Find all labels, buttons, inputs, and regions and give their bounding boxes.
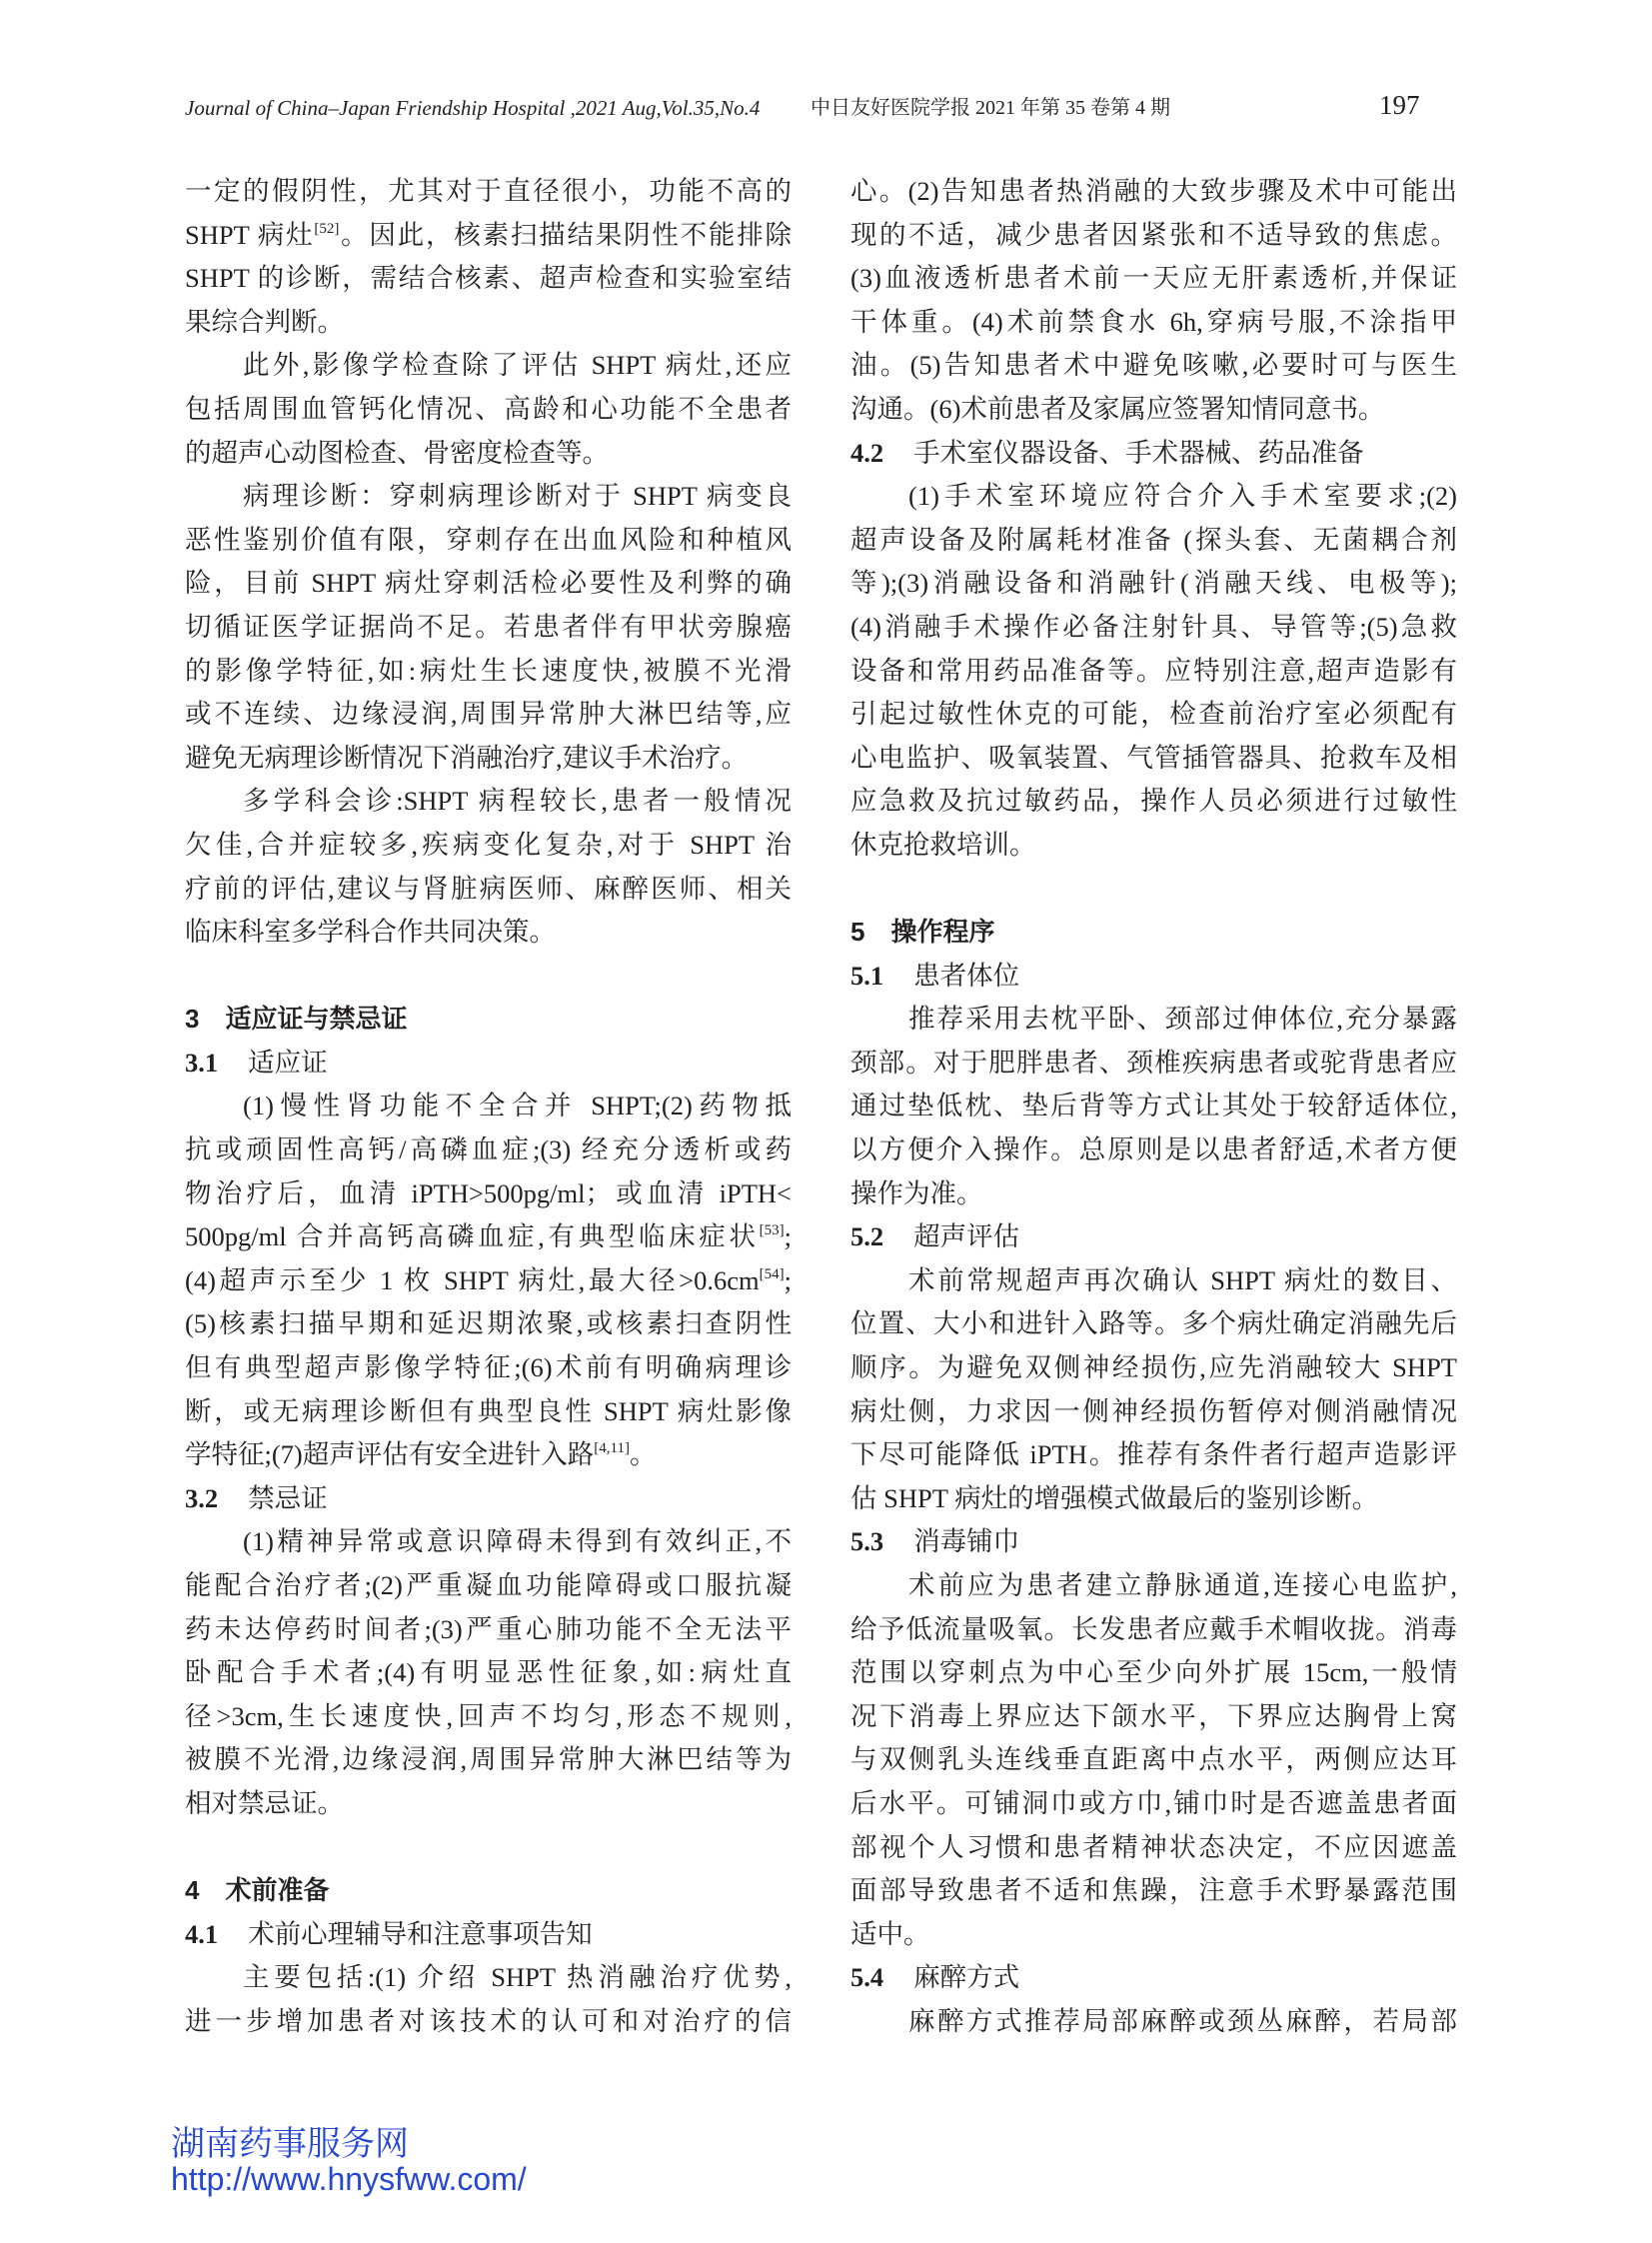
watermark-site-name: 湖南药事服务网	[171, 2125, 409, 2163]
heading-title: 术前心理辅导和注意事项告知	[248, 1918, 593, 1949]
text-line: 术前应为患者建立静脉通道,连接心电监护,	[908, 1570, 1457, 1600]
text-line: 主要包括:(1) 介绍 SHPT 热消融治疗优势,	[243, 1962, 792, 1993]
text-line: 果综合判断。	[185, 306, 344, 337]
text-line	[185, 1259, 792, 1303]
text-line: 但有典型超声影像学特征;(6)术前有明确病理诊	[185, 1352, 792, 1383]
text-line: 能配合治疗者;(2)严重凝血功能障碍或口服抗凝	[185, 1570, 792, 1600]
section-heading	[185, 1869, 792, 1913]
text-line: 药未达停药时间者;(3)严重心肺功能不全无法平	[185, 1613, 792, 1644]
text-line: 恶性鉴别价值有限，穿刺存在出血风险和种植风	[185, 524, 792, 555]
heading-number: 5.1	[850, 960, 884, 991]
heading-title: 手术室仪器设备、手术器械、药品准备	[913, 437, 1364, 468]
text-line: 抗或顽固性高钙/高磷血症;(3) 经充分透析或药	[185, 1134, 792, 1165]
text-line	[185, 1215, 792, 1259]
text-line: 以方便介入操作。总原则是以患者舒适,术者方便	[850, 1134, 1457, 1165]
heading-number: 4	[185, 1875, 200, 1906]
heading-title: 禁忌证	[248, 1482, 328, 1513]
text-line: 疗前的评估,建议与肾脏病医师、麻醉医师、相关	[185, 873, 792, 904]
text-line: 下尽可能降低 iPTH。推荐有条件者行超声造影评	[850, 1439, 1457, 1470]
text-line: 面部导致患者不适和焦躁，注意手术野暴露范围	[850, 1875, 1457, 1906]
text-line: 超声设备及附属耗材准备 (探头套、无菌耦合剂	[850, 524, 1457, 555]
heading-title: 术前准备	[225, 1875, 330, 1906]
heading-title: 消毒铺巾	[913, 1526, 1020, 1557]
text-line: 的影像学特征,如:病灶生长速度快,被膜不光滑	[185, 655, 792, 686]
text-line: 后水平。可铺洞巾或方巾,铺巾时是否遮盖患者面	[850, 1787, 1457, 1818]
text-line: 顺序。为避免双侧神经损伤,应先消融较大 SHPT	[850, 1352, 1457, 1383]
subsection-heading	[850, 955, 1457, 999]
text-line: 与双侧乳头连线垂直距离中点水平，两侧应达耳	[850, 1744, 1457, 1775]
subsection-heading	[850, 1956, 1457, 2000]
heading-title: 操作程序	[890, 917, 995, 948]
text-line: (3)血液透析患者术前一天应无肝素透析,并保证	[850, 263, 1457, 294]
text-line: 等);(3)消融设备和消融针(消融天线、电极等);	[850, 568, 1457, 599]
subsection-heading	[850, 432, 1457, 476]
text-line: 被膜不光滑,边缘浸润,周围异常肿大淋巴结等为	[185, 1744, 792, 1775]
text-segment: 500pg/ml 合并高钙高磷血症,有典型临床症状	[185, 1221, 760, 1252]
text-line: 避免无病理诊断情况下消融治疗,建议手术治疗。	[185, 742, 749, 773]
text-line: 干体重。(4)术前禁食水 6h,穿病号服,不涂指甲	[850, 306, 1457, 337]
text-line: 推荐采用去枕平卧、颈部过伸体位,充分暴露	[908, 1004, 1457, 1035]
text-line: 进一步增加患者对该技术的认可和对治疗的信	[185, 2005, 792, 2036]
citation-superscript: [52]	[314, 220, 340, 237]
text-line: 的超声心动图检查、骨密度检查等。	[185, 437, 609, 468]
text-line: 适中。	[850, 1918, 930, 1949]
text-line: 一定的假阴性，尤其对于直径很小，功能不高的	[185, 176, 792, 206]
page-number: 197	[1379, 90, 1420, 120]
heading-number: 4.1	[185, 1918, 219, 1949]
text-line: 相对禁忌证。	[185, 1787, 344, 1818]
heading-title: 超声评估	[913, 1221, 1020, 1252]
blank-line	[185, 955, 792, 999]
text-line: 包括周围血管钙化情况、高龄和心功能不全患者	[185, 393, 792, 424]
text-line: 麻醉方式推荐局部麻醉或颈丛麻醉，若局部	[908, 2005, 1457, 2036]
text-segment: SHPT 病灶	[185, 219, 315, 250]
text-line: 给予低流量吸氧。长发患者应戴手术帽收拢。消毒	[850, 1613, 1457, 1644]
text-line: 应急救及抗过敏药品，操作人员必须进行过敏性	[850, 786, 1457, 817]
text-line: 径>3cm,生长速度快,回声不均匀,形态不规则,	[185, 1700, 792, 1731]
text-segment: (4)超声示至少 1 枚 SHPT 病灶,最大径>0.6cm	[185, 1264, 760, 1295]
subsection-heading	[850, 1520, 1457, 1564]
text-line: 或不连续、边缘浸润,周围异常肿大淋巴结等,应	[185, 699, 792, 730]
text-line: 术前常规超声再次确认 SHPT 病灶的数目、	[908, 1264, 1457, 1295]
text-segment: 学特征;(7)超声评估有安全进针入路	[185, 1439, 595, 1470]
text-line: 部视个人习惯和患者精神状态决定，不应因遮盖	[850, 1831, 1457, 1862]
text-line: 油。(5)告知患者术中避免咳嗽,必要时可与医生	[850, 350, 1457, 381]
text-line: 估 SHPT 病灶的增强模式做最后的鉴别诊断。	[850, 1482, 1379, 1513]
left-column	[185, 170, 792, 2044]
text-line: (1)手术室环境应符合介入手术室要求;(2)	[908, 481, 1457, 512]
heading-number: 5.3	[850, 1526, 884, 1557]
text-line: 休克抢救培训。	[850, 829, 1036, 860]
text-line: 设备和常用药品准备等。应特别注意,超声造影有	[850, 655, 1457, 686]
heading-title: 患者体位	[913, 960, 1020, 991]
text-line	[185, 1433, 792, 1477]
text-line	[185, 214, 792, 258]
text-line: 沟通。(6)术前患者及家属应签署知情同意书。	[850, 393, 1385, 424]
text-segment: ;	[784, 1221, 792, 1252]
text-line: 颈部。对于肥胖患者、颈椎疾病患者或驼背患者应	[850, 1047, 1457, 1078]
watermark-url: http://www.hnysfww.com/	[171, 2161, 527, 2197]
text-line: 位置、大小和进针入路等。多个病灶确定消融先后	[850, 1308, 1457, 1339]
right-column	[850, 170, 1457, 2044]
text-line: 现的不适，减少患者因紧张和不适导致的焦虑。	[850, 219, 1457, 250]
heading-number: 3.2	[185, 1482, 219, 1513]
citation-superscript: [4,11]	[594, 1440, 630, 1457]
heading-title: 适应证	[248, 1047, 328, 1078]
text-line: 切循证医学证据尚不足。若患者伴有甲状旁腺癌	[185, 611, 792, 642]
subsection-heading	[185, 1042, 792, 1086]
text-segment: ;	[784, 1264, 792, 1295]
section-heading	[850, 911, 1457, 955]
text-line: 卧配合手术者;(4)有明显恶性征象,如:病灶直	[185, 1657, 792, 1688]
heading-title: 适应证与禁忌证	[225, 1004, 408, 1035]
text-segment: 。	[629, 1439, 657, 1470]
heading-number: 5.4	[850, 1962, 884, 1993]
text-line: 此外,影像学检查除了评估 SHPT 病灶,还应	[243, 350, 792, 381]
subsection-heading	[185, 1913, 792, 1957]
text-line: 多学科会诊:SHPT 病程较长,患者一般情况	[243, 786, 792, 817]
citation-superscript: [53]	[759, 1222, 785, 1239]
text-line: 断，或无病理诊断但有典型良性 SHPT 病灶影像	[185, 1395, 792, 1426]
text-line: 病灶侧，力求因一侧神经损伤暂停对侧消融情况	[850, 1395, 1457, 1426]
running-header-chinese: 中日友好医院学报 2021 年第 35 卷第 4 期	[811, 97, 1170, 119]
blank-line	[850, 868, 1457, 912]
text-line: 况下消毒上界应达下颌水平，下界应达胸骨上窝	[850, 1700, 1457, 1731]
text-line: 心。(2)告知患者热消融的大致步骤及术中可能出	[850, 176, 1457, 206]
subsection-heading	[185, 1477, 792, 1521]
text-line: (1)精神异常或意识障碍未得到有效纠正,不	[243, 1526, 792, 1557]
text-line: (5)核素扫描早期和延迟期浓聚,或核素扫查阴性	[185, 1308, 792, 1339]
heading-title: 麻醉方式	[913, 1962, 1020, 1993]
text-line: (1)慢性肾功能不全合并 SHPT;(2)药物抵	[243, 1091, 792, 1122]
text-line: 操作为准。	[850, 1177, 983, 1208]
text-line: 物治疗后，血清 iPTH>500pg/ml；或血清 iPTH<	[185, 1177, 792, 1208]
text-line: 心电监护、吸氧装置、气管插管器具、抢救车及相	[850, 742, 1457, 773]
section-heading	[185, 998, 792, 1042]
text-line: 险，目前 SHPT 病灶穿刺活检必要性及利弊的确	[185, 568, 792, 599]
heading-number: 5	[850, 917, 865, 948]
text-line: 引起过敏性休克的可能，检查前治疗室必须配有	[850, 699, 1457, 730]
subsection-heading	[850, 1215, 1457, 1259]
heading-number: 3.1	[185, 1047, 219, 1078]
text-line: SHPT 的诊断，需结合核素、超声检查和实验室结	[185, 263, 792, 294]
heading-number: 5.2	[850, 1221, 884, 1252]
text-line: 欠佳,合并症较多,疾病变化复杂,对于 SHPT 治	[185, 829, 792, 860]
text-segment: 。因此，核素扫描结果阴性不能排除	[339, 219, 792, 250]
text-line: 临床科室多学科合作共同决策。	[185, 917, 556, 948]
blank-line	[185, 1826, 792, 1870]
text-line: (4)消融手术操作必备注射针具、导管等;(5)急救	[850, 611, 1457, 642]
text-line: 病理诊断：穿刺病理诊断对于 SHPT 病变良	[243, 481, 792, 512]
citation-superscript: [54]	[759, 1265, 785, 1282]
text-line: 范围以穿刺点为中心至少向外扩展 15cm,一般情	[850, 1657, 1457, 1688]
text-line: 通过垫低枕、垫后背等方式让其处于较舒适体位,	[850, 1091, 1457, 1122]
heading-number: 3	[185, 1004, 200, 1035]
heading-number: 4.2	[850, 437, 884, 468]
running-header-english: Journal of China–Japan Friendship Hospital ,2021 Aug,Vol.35,No.4	[185, 96, 761, 120]
